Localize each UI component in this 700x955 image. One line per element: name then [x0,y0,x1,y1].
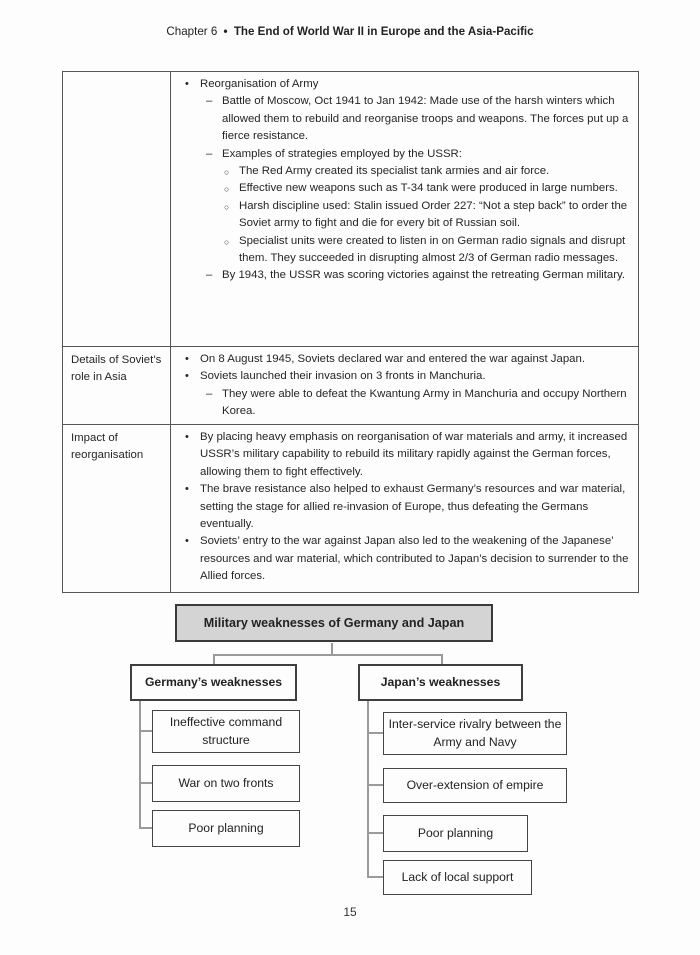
row-content [171,347,638,424]
connector-japan-stub-3 [367,832,383,834]
connector-germany-stub-2 [139,782,152,784]
row-label: Details of Soviet’s role in Asia [63,347,171,424]
circle-marker: ○ [224,184,230,195]
bullet-text: The brave resistance also helped to exhaust Germany’s resources and war material, setting the stage for allied re-invasion of Europe, thus defeating the Germans eventually. [200,483,626,531]
circle-item [224,198,632,233]
dash-marker: – [206,95,213,108]
circle-text: Harsh discipline used: Stalin issued Order 227: “Not a step back” to order the Soviet army to fight and die for every bit of Russian soil. [239,199,628,230]
dash-item [206,267,632,284]
row-content [171,72,638,346]
bullet-text: By placing heavy emphasis on reorganisation of war materials and army, it increased USSR’s military capability to rebuild its military rapidly against the German forces, allowing them to fight effectively. [200,431,628,478]
dash-text: By 1943, the USSR was scoring victories against the retreating German military. [222,269,626,282]
row-label [63,72,171,346]
bullet-item [185,368,632,420]
japan-leaf-box: Lack of local support [383,860,532,895]
circle-marker: ○ [224,201,230,212]
connector-germany-stub-1 [139,730,152,732]
page-title: The End of World War II in Europe and the Asia-Pacific [233,25,534,38]
bullet-marker: • [185,483,189,496]
connector-japan-stub-4 [367,876,383,878]
page-number: 15 [343,905,357,919]
circle-item [224,180,632,197]
bullet-item [185,481,632,533]
germany-leaf-box: Poor planning [152,810,300,847]
bullet-marker: • [185,535,189,548]
flowchart-root-box: Military weaknesses of Germany and Japan [175,604,493,642]
chapter-label: Chapter 6 [166,25,218,38]
dash-marker: – [206,269,213,282]
bullet-item [185,533,632,585]
row-label: Impact of reorganisation [63,425,171,592]
table-row [63,424,638,592]
connector-split-line [213,654,443,656]
bullet-text: Soviets’ entry to the war against Japan also led to the weakening of the Japanese’ resources and war material, which contributed to Japan’s decision to surrender to the Allied forces. [200,535,629,583]
circle-text: The Red Army created its specialist tank armies and air force. [239,165,550,178]
circle-text: Effective new weapons such as T-34 tank were produced in large numbers. [239,182,618,195]
japan-leaf-box: Poor planning [383,815,528,852]
japan-weaknesses-box: Japan’s weaknesses [358,664,523,701]
bullet-item [185,351,632,368]
circle-text: Specialist units were created to listen in on German radio signals and disrupt them. They succeeded in disrupting almost 2/3 of German radio messages. [239,234,626,265]
germany-leaf-box: War on two fronts [152,765,300,802]
circle-item [224,163,632,180]
dash-text: They were able to defeat the Kwantung Army in Manchuria and occupy Northern Korea. [222,387,627,418]
connector-japan-stub-2 [367,784,383,786]
header-separator-dot: • [223,25,228,38]
page-header [0,25,700,38]
dash-item [206,386,632,421]
germany-weaknesses-box: Germany’s weaknesses [130,664,297,701]
row-content [171,425,638,592]
notes-table [62,71,639,593]
bullet-marker: • [185,370,189,383]
bullet-marker: • [185,353,189,365]
bullet-text: Soviets launched their invasion on 3 fronts in Manchuria. [200,370,486,383]
circle-item [224,233,632,268]
dash-item [206,146,632,268]
bullet-marker: • [185,78,189,90]
table-row [63,346,638,424]
japan-leaf-box: Over-extension of empire [383,768,567,803]
dash-marker: – [206,147,213,160]
circle-marker: ○ [224,236,230,247]
connector-japan-spine [367,701,369,878]
germany-leaf-box: Ineffective command structure [152,710,300,753]
dash-item [206,93,632,145]
bullet-text: On 8 August 1945, Soviets declared war and entered the war against Japan. [200,353,586,365]
japan-leaf-box: Inter-service rivalry between the Army and Navy [383,712,567,755]
dash-marker: – [206,387,213,400]
connector-germany-spine [139,701,141,829]
circle-marker: ○ [224,167,230,178]
dash-text: Battle of Moscow, Oct 1941 to Jan 1942: Made use of the harsh winters which allowed them to rebuild and reorganise troops and weapons. The forces put up a fierce resistance. [222,95,629,143]
connector-japan-stub-1 [367,732,383,734]
bullet-item [185,76,632,285]
table-row [63,72,638,346]
bullet-item [185,429,632,481]
bullet-text: Reorganisation of Army [200,78,319,90]
connector-germany-stub-3 [139,827,152,829]
dash-text: Examples of strategies employed by the USSR: [222,147,462,160]
bullet-marker: • [185,431,189,443]
